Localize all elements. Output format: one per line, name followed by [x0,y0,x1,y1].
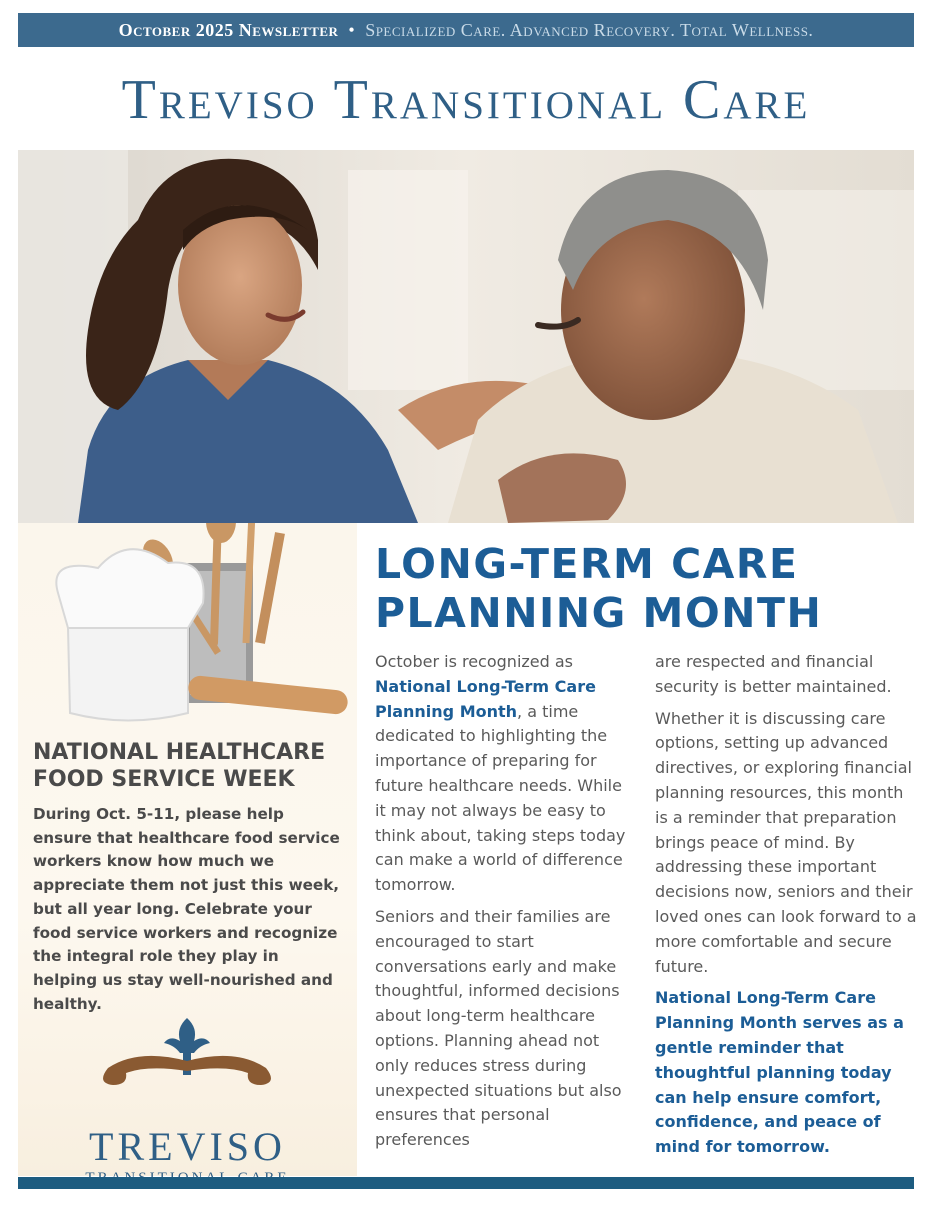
observance-highlight: National Long-Term Care Planning Month [375,676,596,721]
sidebar-body: During Oct. 5-11, please help ensure that healthcare food service workers know how much we appreciate them not just this week, but all year long. Celebrate your food service workers and recognize the integral role they play in helping us stay well-nourished and healthy. [33,805,340,1013]
article-paragraph-3: Whether it is discussing care options, setting up advanced directives, or exploring financial planning resources, this month is a reminder that preparation brings peace of mind. By addressing these important decisions now, seniors and their loved ones can look forward to a more comfortable and secure future. [655,708,917,976]
banner-separator: • [348,19,356,40]
sidebar-food-service [18,523,357,1176]
newsletter-tagline: Specialized Care. Advanced Recovery. Total Wellness. [365,19,814,40]
article-title: LONG-TERM CARE PLANNING MONTH [375,540,823,637]
article-paragraph-1 [375,650,637,898]
article-callout: National Long-Term Care Planning Month serves as a gentle reminder that thoughtful planning today can help ensure comfort, confidence, and peace of mind for tomorrow. [655,988,904,1157]
article-paragraph-2: Seniors and their families are encouraged to start conversations early and make thoughtful, informed decisions about long-term healthcare options. Planning ahead not only reduces stress during unexpected situations but also ensures that personal preferences [375,906,622,1150]
newsletter-issue: October 2025 Newsletter [118,19,339,40]
newsletter-banner [18,13,914,47]
hero-photo [18,150,914,523]
paragraph-text: , a time dedicated to highlighting the importance of preparing for future healthcare needs. While it may not always be easy to think about, taking steps today can make a world of difference tomorrow. [375,701,626,895]
sidebar-title: NATIONAL HEALTHCARE FOOD SERVICE WEEK [33,740,326,792]
chef-hat-utensils-illustration [18,523,357,733]
masthead-title: Treviso Transitional Care [121,69,811,131]
article-column-1 [375,650,637,1160]
bottom-rule [18,1177,914,1189]
article-column-2 [655,650,917,1167]
article-paragraph-2-continued: are respected and financial security is better maintained. [655,652,892,696]
logo-name: TREVISO [89,1124,286,1169]
paragraph-text: October is recognized as [375,652,574,671]
